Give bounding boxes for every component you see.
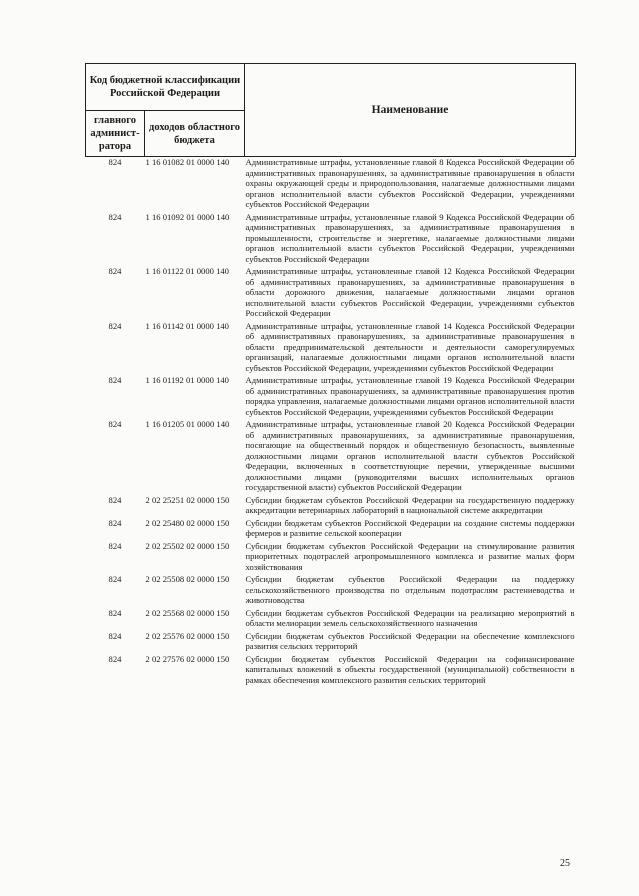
budget-classification-table bbox=[85, 63, 576, 687]
table-row bbox=[86, 157, 576, 212]
header-code-group: Код бюджетной классификации Российской Федерации bbox=[86, 64, 245, 111]
description-cell: Субсидии бюджетам субъектов Российской Федерации на государственную поддержку аккредитации ветеринарных лабораторий в национальной системе аккредитации bbox=[245, 494, 575, 515]
revenue-code-cell: 1 16 01192 01 0000 140 bbox=[145, 375, 229, 385]
header-revenue: доходов областного бюджета bbox=[145, 111, 245, 157]
revenue-code-cell: 1 16 01122 01 0000 140 bbox=[145, 266, 229, 276]
revenue-code-cell: 1 16 01205 01 0000 140 bbox=[145, 419, 230, 429]
admin-code-cell: 824 bbox=[108, 266, 122, 276]
admin-code-cell: 824 bbox=[108, 375, 122, 385]
table-row bbox=[86, 574, 576, 608]
table-body bbox=[86, 157, 576, 688]
admin-code-cell: 824 bbox=[108, 494, 122, 505]
admin-code-cell: 824 bbox=[108, 607, 122, 618]
table-row bbox=[86, 266, 576, 321]
table-row bbox=[86, 212, 576, 267]
table-row bbox=[86, 321, 576, 376]
revenue-code-cell: 2 02 25576 02 0000 150 bbox=[145, 630, 230, 641]
table-row bbox=[86, 631, 576, 654]
description-cell: Административные штрафы, установленные главой 14 Кодекса Российской Федерации об административных правонарушениях, за административные правонарушения в области предпринимательской деятельности и деятельности саморегулируемых организаций, налагаемые должностными лицами органов исполнительной власти субъектов Российской Федерации, учреждениями субъектов Российской Федерации bbox=[245, 320, 575, 373]
admin-code-cell: 824 bbox=[108, 211, 122, 222]
revenue-code-cell: 2 02 25251 02 0000 150 bbox=[145, 494, 230, 505]
table-row bbox=[86, 518, 576, 541]
description-cell: Субсидии бюджетам субъектов Российской Федерации на поддержку сельскохозяйственного производства по отдельным подотраслям растениеводства и животноводства bbox=[245, 574, 575, 605]
table-row bbox=[86, 541, 576, 575]
table-row bbox=[86, 419, 576, 495]
description-cell: Субсидии бюджетам субъектов Российской Федерации на стимулирование развития приоритетных подотраслей агропромышленного комплекса и развитие малых форм хозяйствования bbox=[245, 540, 575, 572]
admin-code-cell: 824 bbox=[108, 653, 122, 664]
admin-code-cell: 824 bbox=[108, 574, 122, 584]
description-cell: Административные штрафы, установленные главой 9 Кодекса Российской Федерации об административных правонарушениях, за административные правонарушения в промышленности, строительстве и энергетике, налагаемые должностными лицами органов исполнительной власти субъектов Российской Федерации, учреждениями субъектов Российской Федерации bbox=[245, 211, 575, 264]
description-cell: Субсидии бюджетам субъектов Российской Федерации на реализацию мероприятий в области мелиорации земель сельскохозяйственного назначения bbox=[245, 607, 575, 628]
description-cell: Административные штрафы, установленные главой 12 Кодекса Российской Федерации об административных правонарушениях, за административные правонарушения в области дорожного движения, налагаемые должностными лицами органов исполнительной власти субъектов Российской Федерации, учреждениями субъектов Российской Федерации bbox=[245, 266, 575, 318]
table-row bbox=[86, 608, 576, 631]
table-header-row bbox=[86, 64, 576, 111]
description-cell: Административные штрафы, установленные главой 8 Кодекса Российской Федерации об административных правонарушениях, за административные правонарушения в области охраны окружающей среды и природопользования, налагаемые должностными лицами органов исполнительной власти субъектов Российской Федерации, учреждениями субъектов Российской Федерации bbox=[245, 157, 575, 209]
revenue-code-cell: 2 02 25480 02 0000 150 bbox=[145, 517, 230, 528]
admin-code-cell: 824 bbox=[108, 419, 122, 429]
revenue-code-cell: 2 02 27576 02 0000 150 bbox=[145, 653, 230, 664]
revenue-code-cell: 1 16 01082 01 0000 140 bbox=[145, 157, 230, 167]
header-name: Наименование bbox=[245, 64, 576, 157]
description-cell: Субсидии бюджетам субъектов Российской Федерации на софинансирование капитальных вложений в объекты государственной (муниципальной) собственности в рамках обеспечения комплексного развития сельских территорий bbox=[245, 653, 575, 685]
header-admin: главного админист-ратора bbox=[86, 111, 145, 157]
revenue-code-cell: 2 02 25508 02 0000 150 bbox=[145, 574, 230, 584]
admin-code-cell: 824 bbox=[108, 630, 122, 641]
description-cell: Административные штрафы, установленные главой 19 Кодекса Российской Федерации об административных правонарушениях, за административные правонарушения против порядка управления, налагаемые должностными лицами органов исполнительной власти субъектов Российской Федерации, учреждениями субъектов Российской Федерации bbox=[245, 375, 575, 417]
admin-code-cell: 824 bbox=[108, 517, 122, 528]
description-cell: Административные штрафы, установленные главой 20 Кодекса Российской Федерации об административных правонарушениях, за административные правонарушения, посягающие на общественный порядок и общественную безопасность, выявленные должностными лицами органов исполнительной власти субъектов Российской Федерации, включенных в соответствующие перечни, утвержденные высшими должностными лицами (руководителями высших исполнительных органов государственной власти) субъектов Российской Федерации bbox=[245, 419, 575, 492]
revenue-code-cell: 2 02 25502 02 0000 150 bbox=[145, 540, 230, 551]
admin-code-cell: 824 bbox=[108, 320, 122, 331]
revenue-code-cell: 1 16 01142 01 0000 140 bbox=[145, 320, 229, 331]
table-row bbox=[86, 654, 576, 688]
revenue-code-cell: 2 02 25568 02 0000 150 bbox=[145, 607, 230, 618]
table-row bbox=[86, 495, 576, 518]
revenue-code-cell: 1 16 01092 01 0000 140 bbox=[145, 211, 230, 222]
description-cell: Субсидии бюджетам субъектов Российской Федерации на создание системы поддержки фермеров и развитие сельской кооперации bbox=[245, 517, 575, 538]
admin-code-cell: 824 bbox=[108, 540, 122, 551]
page-number: 25 bbox=[560, 858, 570, 869]
description-cell: Субсидии бюджетам субъектов Российской Федерации на обеспечение комплексного развития сельских территорий bbox=[245, 630, 575, 651]
admin-code-cell: 824 bbox=[108, 157, 122, 167]
table-row bbox=[86, 375, 576, 419]
